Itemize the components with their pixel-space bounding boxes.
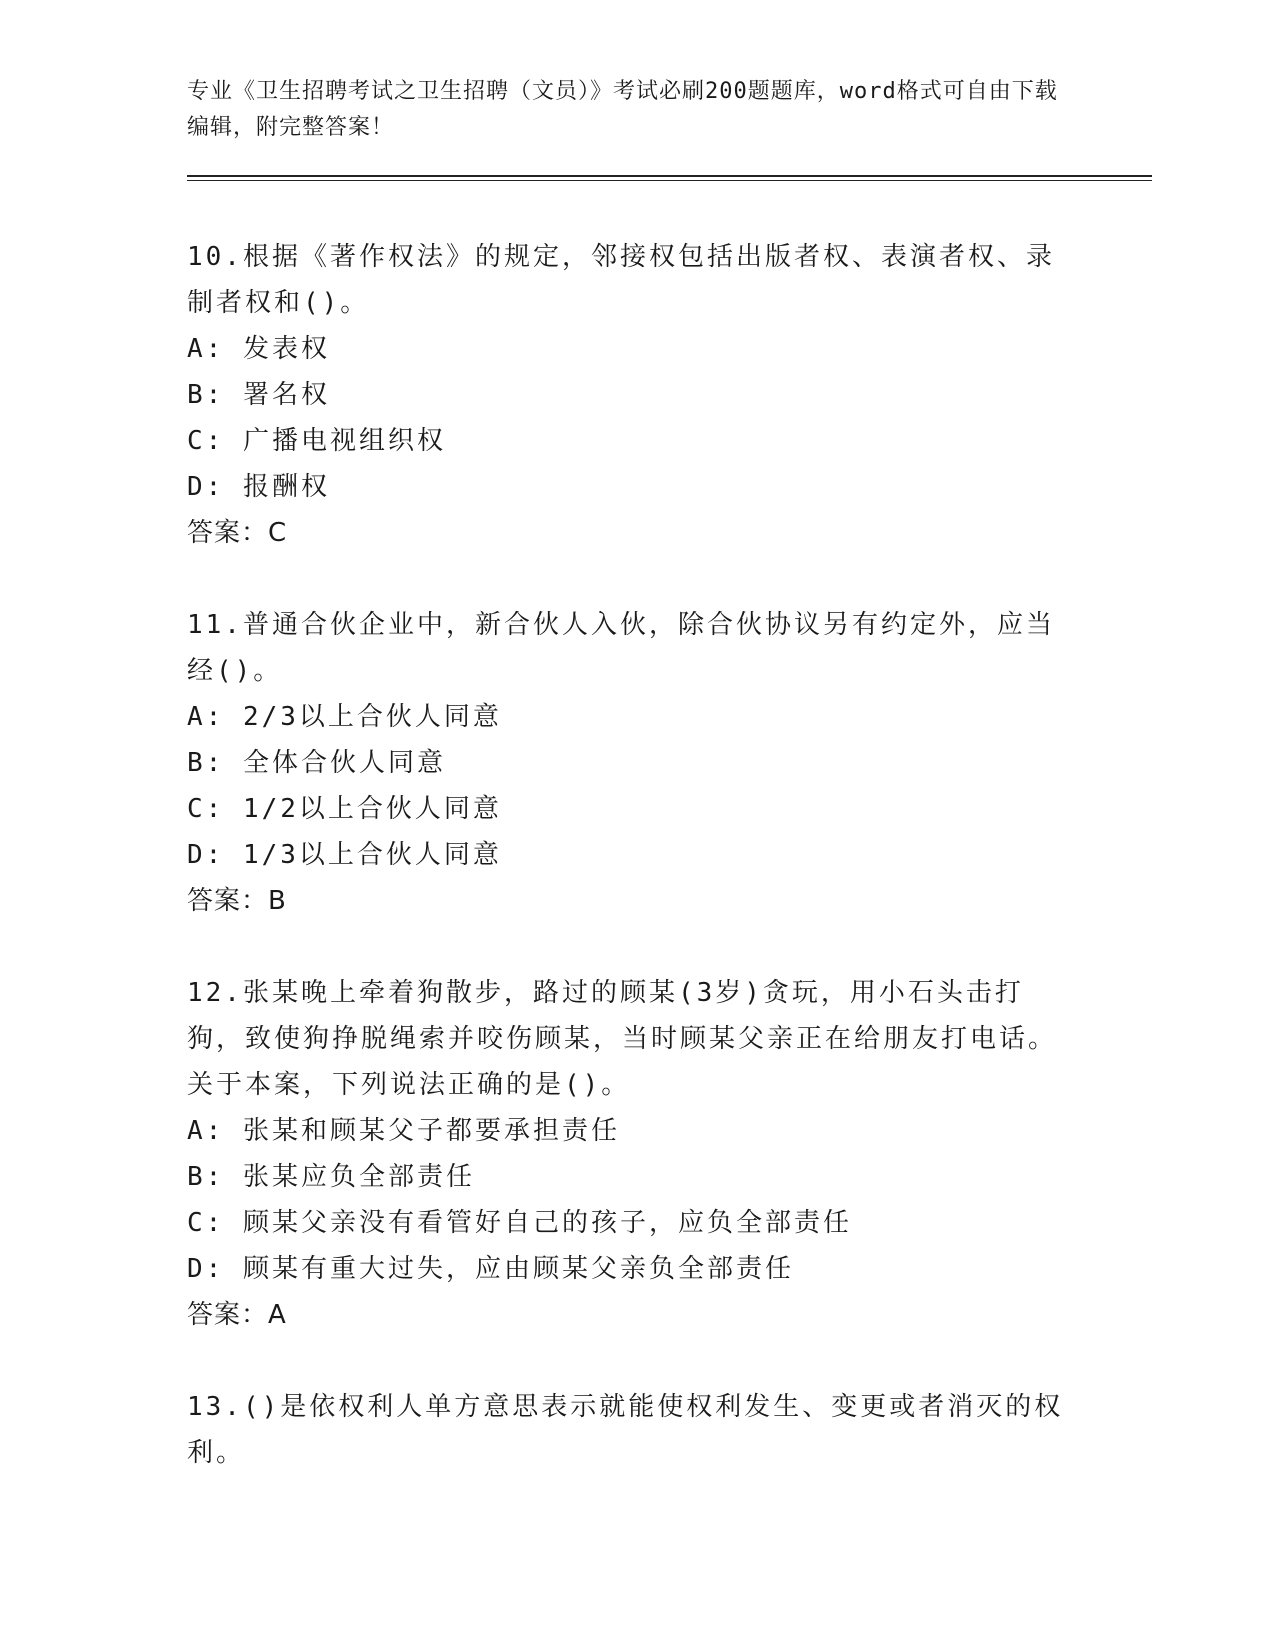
option-b: B: 署名权: [187, 380, 330, 410]
answer-label: 答案：B: [187, 886, 287, 916]
option-c: C: 1/2以上合伙人同意: [187, 794, 502, 824]
option-d: D: 1/3以上合伙人同意: [187, 840, 502, 870]
question-12: [187, 970, 1077, 1338]
answer-label: 答案：C: [187, 518, 288, 548]
header-divider-thick: [187, 175, 1152, 177]
answer-label: 答案：A: [187, 1300, 287, 1330]
option-c: C: 广播电视组织权: [187, 426, 446, 456]
question-13: [187, 1384, 1077, 1476]
option-d: D: 报酬权: [187, 472, 330, 502]
option-d: D: 顾某有重大过失，应由顾某父亲负全部责任: [187, 1254, 794, 1284]
option-b: B: 张某应负全部责任: [187, 1162, 475, 1192]
option-b: B: 全体合伙人同意: [187, 748, 446, 778]
question-stem: 10.根据《著作权法》的规定，邻接权包括出版者权、表演者权、录制者权和()。: [187, 242, 1055, 318]
option-c: C: 顾某父亲没有看管好自己的孩子，应负全部责任: [187, 1208, 852, 1238]
header-divider-thin: [187, 180, 1152, 181]
option-a: A: 2/3以上合伙人同意: [187, 702, 502, 732]
document-header: 专业《卫生招聘考试之卫生招聘（文员）》考试必刷200题题库，word格式可自由下载编辑，附完整答案！: [187, 79, 1058, 140]
question-stem: 12.张某晚上牵着狗散步，路过的顾某(3岁)贪玩，用小石头击打狗，致使狗挣脱绳索并咬伤顾某，当时顾某父亲正在给朋友打电话。关于本案，下列说法正确的是()。: [187, 978, 1058, 1100]
question-stem: 13.()是依权利人单方意思表示就能使权利发生、变更或者消灭的权利。: [187, 1392, 1064, 1468]
question-stem: 11.普通合伙企业中，新合伙人入伙，除合伙协议另有约定外，应当经()。: [187, 610, 1055, 686]
question-list: [187, 234, 1077, 1522]
option-a: A: 张某和顾某父子都要承担责任: [187, 1116, 620, 1146]
option-a: A: 发表权: [187, 334, 330, 364]
question-10: [187, 234, 1077, 556]
question-11: [187, 602, 1077, 924]
